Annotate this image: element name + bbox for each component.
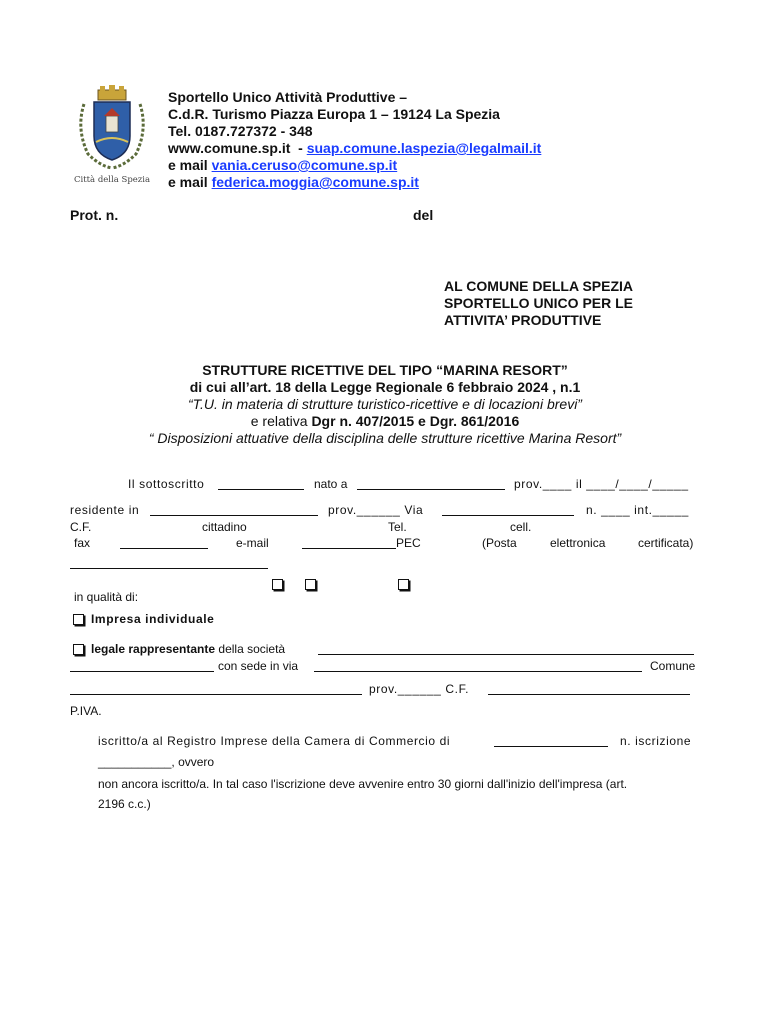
header-line-1: Sportello Unico Attività Produttive – (168, 89, 408, 105)
comune-label: Comune (650, 659, 696, 673)
mail-prefix: e mail (168, 157, 212, 173)
email-field[interactable] (302, 548, 396, 549)
web-prefix: www.comune.sp.it - (168, 140, 307, 156)
cf-label: C.F. (70, 520, 92, 534)
del-label: del (413, 207, 434, 223)
cittadino-label: cittadino (202, 520, 247, 534)
title-line-1: STRUTTURE RICETTIVE DEL TIPO “MARINA RESORT” (202, 362, 568, 378)
iscritto-label: iscritto/a al Registro Imprese della Camera di Commercio di (98, 734, 451, 748)
title-line-3: “T.U. in materia di strutture turistico-ricettive e di locazioni brevi” (188, 396, 582, 412)
recipient-line-3: ATTIVITA’ PRODUTTIVE (444, 312, 602, 328)
pec-label: PEC (396, 536, 421, 550)
checkbox-icon[interactable] (398, 579, 409, 590)
fax-label: fax (74, 536, 91, 550)
legale-rest: della società (215, 642, 286, 656)
certificata-label: certificata) (638, 536, 694, 550)
recipient-line-2: SPORTELLO UNICO PER LE (444, 295, 634, 311)
logo-caption: Città della Spezia (74, 175, 151, 185)
checkbox-icon[interactable] (305, 579, 316, 590)
prov-via-label: prov.______ Via (328, 503, 424, 517)
fax-field[interactable] (120, 548, 208, 549)
con-sede-label: con sede in via (218, 659, 299, 673)
suap-pec-link[interactable]: suap.comune.laspezia@legalmail.it (306, 140, 542, 156)
header-line-3: Tel. 0187.727372 - 348 (168, 123, 313, 139)
n-int-label: n. ____ int._____ (586, 503, 689, 517)
prot-label: Prot. n. (70, 207, 119, 223)
tel-label: Tel. (388, 520, 407, 534)
pec-continuation-field[interactable] (70, 568, 268, 569)
cell-label: cell. (510, 520, 532, 534)
header-mail-1 (168, 157, 397, 174)
coat-of-arms-icon (74, 84, 150, 170)
nato-a-field[interactable] (357, 489, 505, 490)
societa-cf-field[interactable] (488, 694, 690, 695)
legale-rappresentante-label (91, 642, 285, 656)
sede-via-field[interactable] (314, 671, 642, 672)
n-iscrizione-label: n. iscrizione (620, 734, 692, 748)
legale-rappresentante-checkbox[interactable] (73, 644, 84, 655)
societa-field[interactable] (318, 654, 694, 655)
residente-field[interactable] (150, 515, 318, 516)
title-line-4 (0, 413, 770, 431)
title-line-4-dgr: Dgr n. 407/2015 e Dgr. 861/2016 (311, 413, 520, 429)
title-line-4-prefix: e relativa (250, 413, 312, 429)
ovvero-label: ___________, ovvero (98, 755, 215, 769)
checkbox-icon[interactable] (272, 579, 283, 590)
non-ancora-line-2: 2196 c.c.) (98, 797, 151, 811)
camera-commercio-field[interactable] (494, 746, 608, 747)
email-label: e-mail (236, 536, 269, 550)
email-link-moggia[interactable]: federica.moggia@comune.sp.it (211, 174, 419, 190)
legale-bold: legale rappresentante (91, 642, 216, 656)
header-web-line (168, 140, 541, 157)
sottoscritto-label: Il sottoscritto (128, 477, 205, 491)
nato-a-label: nato a (314, 477, 348, 491)
header-line-2: C.d.R. Turismo Piazza Europa 1 – 19124 La Spezia (168, 106, 500, 122)
piva-label: P.IVA. (70, 704, 102, 718)
elettronica-label: elettronica (550, 536, 606, 550)
city-logo (74, 84, 151, 185)
mail-prefix: e mail (168, 174, 212, 190)
qualita-label: in qualità di: (74, 590, 139, 604)
non-ancora-line-1: non ancora iscritto/a. In tal caso l'iscrizione deve avvenire entro 30 giorni dall'inizio dell'impresa (art. (98, 777, 628, 791)
header-mail-2 (168, 174, 419, 191)
impresa-individuale-checkbox[interactable] (73, 614, 84, 625)
posta-label: (Posta (482, 536, 517, 550)
email-link-ceruso[interactable]: vania.ceruso@comune.sp.it (211, 157, 398, 173)
prov-il-label: prov.____ il ____/____/_____ (514, 477, 689, 491)
prov-cf-label: prov.______ C.F. (369, 682, 470, 696)
via-field[interactable] (442, 515, 574, 516)
impresa-individuale-label: Impresa individuale (91, 612, 215, 626)
residente-label: residente in (70, 503, 140, 517)
comune-field[interactable] (70, 694, 362, 695)
sottoscritto-field[interactable] (218, 489, 304, 490)
title-line-2: di cui all’art. 18 della Legge Regionale 6 febbraio 2024 , n.1 (189, 379, 581, 395)
recipient-line-1: AL COMUNE DELLA SPEZIA (444, 278, 634, 294)
title-line-5: “ Disposizioni attuative della disciplina delle strutture ricettive Marina Resort” (148, 430, 622, 446)
societa-field-cont[interactable] (70, 671, 214, 672)
